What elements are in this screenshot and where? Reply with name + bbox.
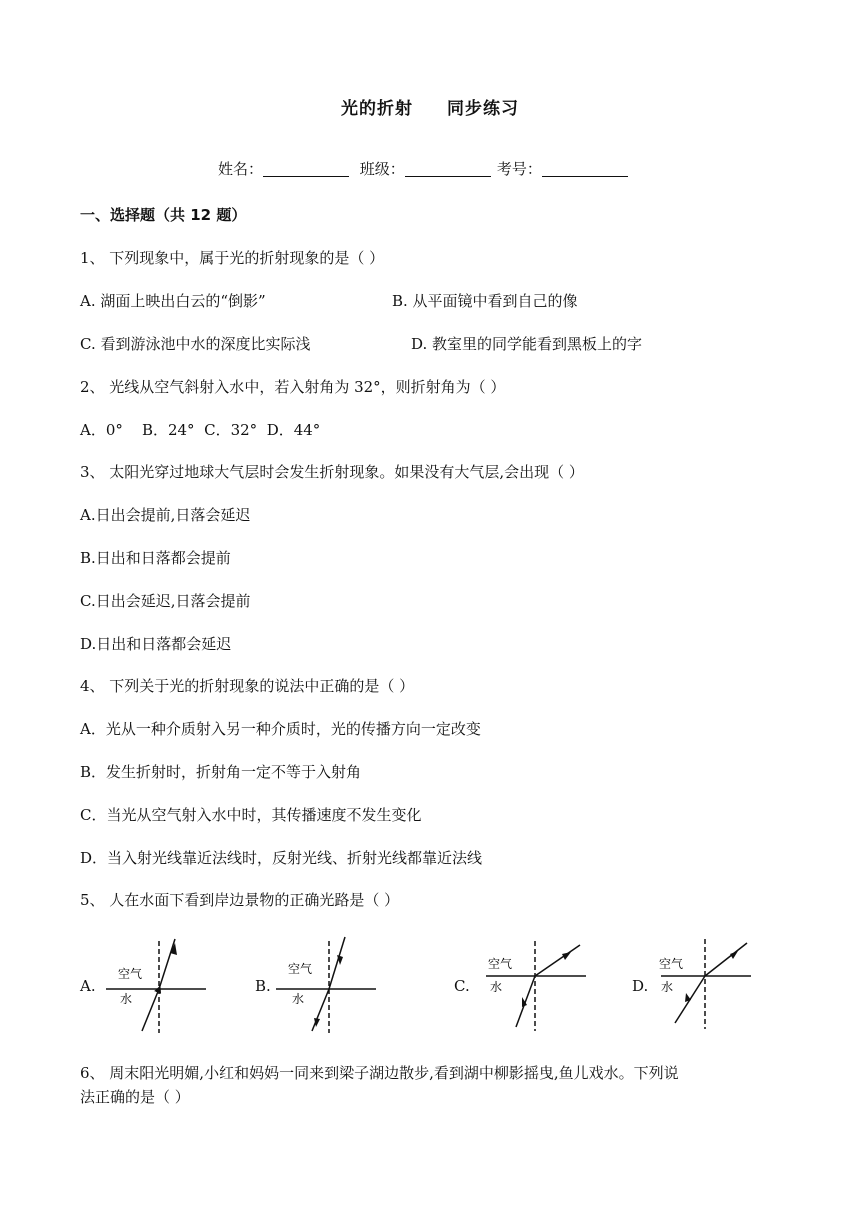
- title-right: 同步练习: [447, 99, 519, 119]
- ray-in-water: [312, 989, 329, 1031]
- q1-option-a: A. 湖面上映出白云的“倒影”: [80, 292, 266, 310]
- page-title: [0, 94, 860, 119]
- ray-in-air: [705, 943, 747, 976]
- q2-options: A．0° B．24° C．32° D．44°: [80, 421, 321, 439]
- student-info: [218, 158, 634, 179]
- diagram-a: [100, 935, 210, 1035]
- arrow-head: [562, 952, 571, 960]
- q1-stem: 1、 下列现象中，属于光的折射现象的是（ ）: [80, 249, 385, 267]
- air-label: 空气: [118, 967, 143, 981]
- section-heading: 一、选择题（共 12 题）: [80, 206, 247, 224]
- diagram-d: [655, 935, 765, 1035]
- water-label: 水: [661, 980, 674, 994]
- diagram-c: [480, 935, 590, 1035]
- q6-stem-line1: 6、 周末阳光明媚,小红和妈妈一同来到梁子湖边散步,看到湖中柳影摇曳,鱼儿戏水。下列说: [80, 1064, 679, 1082]
- q4-option-d: D．当入射光线靠近法线时，反射光线、折射光线都靠近法线: [80, 849, 483, 867]
- diagram-b: [270, 935, 380, 1035]
- ray-in-water: [516, 976, 535, 1027]
- q4-option-b: B．发生折射时，折射角一定不等于入射角: [80, 763, 362, 781]
- ray-in-air: [535, 945, 580, 976]
- q4-option-a: A．光从一种介质射入另一种介质时，光的传播方向一定改变: [80, 720, 481, 738]
- q2-stem: 2、 光线从空气斜射入水中，若入射角为 32°，则折射角为（ ）: [80, 378, 506, 396]
- ray-in-air: [159, 939, 175, 989]
- exam-label: 考号：: [496, 160, 542, 178]
- water-label: 水: [292, 992, 305, 1006]
- water-label: 水: [120, 992, 133, 1006]
- q1-option-c: C. 看到游泳池中水的深度比实际浅: [80, 335, 311, 353]
- q3-stem: 3、 太阳光穿过地球大气层时会发生折射现象。如果没有大气层,会出现（ ）: [80, 463, 584, 481]
- q4-stem: 4、 下列关于光的折射现象的说法中正确的是（ ）: [80, 677, 415, 695]
- class-blank[interactable]: [405, 162, 491, 177]
- ray-in-air: [329, 937, 345, 989]
- q4-option-c: C．当光从空气射入水中时，其传播速度不发生变化: [80, 806, 422, 824]
- q3-option-b: B.日出和日落都会提前: [80, 549, 231, 567]
- q5-stem: 5、 人在水面下看到岸边景物的正确光路是（ ）: [80, 891, 400, 909]
- title-left: 光的折射: [341, 99, 413, 119]
- air-label: 空气: [659, 957, 684, 971]
- q3-option-c: C.日出会延迟,日落会提前: [80, 592, 251, 610]
- class-label: 班级：: [359, 160, 405, 178]
- ray-in-water: [142, 989, 159, 1031]
- air-label: 空气: [488, 957, 513, 971]
- exam-blank[interactable]: [542, 162, 628, 177]
- diagram-b-label: B.: [255, 977, 271, 995]
- name-blank[interactable]: [263, 162, 349, 177]
- q1-option-d: D. 教室里的同学能看到黑板上的字: [411, 335, 643, 353]
- water-label: 水: [490, 980, 503, 994]
- q6-stem-line2: 法正确的是（ ）: [80, 1088, 190, 1106]
- name-label: 姓名：: [218, 160, 264, 178]
- air-label: 空气: [288, 962, 313, 976]
- diagram-c-label: C.: [454, 977, 470, 995]
- q1-option-b: B. 从平面镜中看到自己的像: [392, 292, 578, 310]
- q3-option-d: D.日出和日落都会延迟: [80, 635, 232, 653]
- q3-option-a: A.日出会提前,日落会延迟: [80, 506, 251, 524]
- diagram-a-label: A.: [80, 977, 96, 995]
- diagram-d-label: D.: [632, 977, 649, 995]
- arrow-head: [730, 951, 738, 959]
